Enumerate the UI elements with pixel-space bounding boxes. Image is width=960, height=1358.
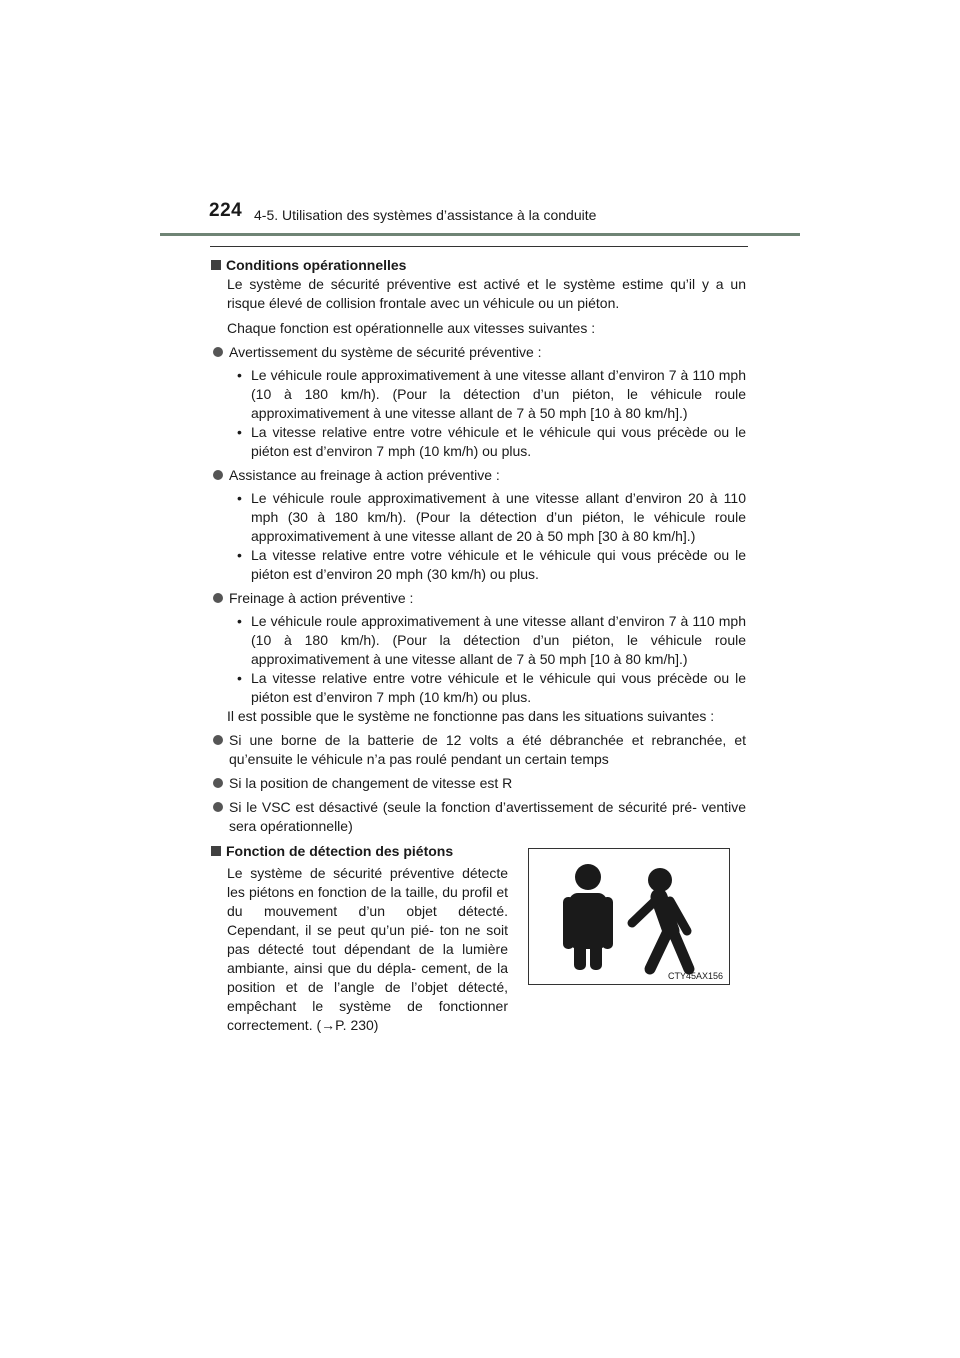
round-bullet-icon	[213, 802, 223, 812]
sub-item: • Le véhicule roule approximativement à une vitesse allant d’environ 20 à 110 mph (30 à 180 km/h). (Pour la détection d’un piéton, le véhicule roule approximativement à une vitesse allant de 20 à 50 mph [30 à 80 km/h].)	[237, 490, 746, 544]
sub-item: • La vitesse relative entre votre véhicule et le véhicule qui vous précède ou le piéton est d’environ 20 mph (30 km/h) ou plus.	[237, 547, 746, 582]
function-title: Assistance au freinage à action préventive :	[229, 467, 500, 483]
round-bullet-icon	[213, 470, 223, 480]
page-number: 224	[209, 200, 243, 221]
walking-person-icon	[632, 868, 689, 969]
standing-person-icon	[563, 864, 613, 970]
pedestrian-illustration	[529, 849, 729, 984]
round-bullet-icon	[213, 347, 223, 357]
round-bullet-icon	[213, 778, 223, 788]
speeds-intro: Chaque fonction est opérationnelle aux vitesses suivantes :	[227, 320, 596, 336]
square-bullet-icon	[211, 846, 221, 856]
pedestrian-figure	[528, 848, 730, 985]
pedestrian-heading: Fonction de détection des piétons	[211, 842, 746, 861]
function-title: Freinage à action préventive :	[229, 590, 414, 606]
sub-item: • Le véhicule roule approximativement à une vitesse allant d’environ 7 à 110 mph (10 à 180 km/h). (Pour la détection d’un piéton, le véhicule roule approximativement à une vitesse allant de 7 à 50 mph [10 à 80 km/h].)	[237, 367, 746, 421]
conditions-intro: Le système de sécurité préventive est activé et le système estime qu’il y a un risque élevé de collision frontale avec un véhicule ou un piéton.	[227, 276, 746, 311]
sub-item: • La vitesse relative entre votre véhicule et le véhicule qui vous précède ou le piéton est d’environ 7 mph (10 km/h) ou plus.	[237, 670, 746, 705]
not-working-item: Si une borne de la batterie de 12 volts a été débranchée et rebranchée, et qu’ensuite le véhicule n’a pas roulé pendant un certain temps	[211, 731, 746, 769]
content-rule	[210, 246, 748, 247]
not-working-item: Si la position de changement de vitesse est R	[211, 774, 746, 793]
section-title: 4-5. Utilisation des systèmes d’assistance à la conduite	[254, 207, 597, 223]
function-item	[211, 343, 746, 362]
function-item	[211, 589, 746, 608]
header-rule	[160, 233, 800, 236]
round-bullet-icon	[213, 593, 223, 603]
figure-code: CTY45AX156	[667, 971, 723, 981]
not-working-intro: Il est possible que le système ne fonctionne pas dans les situations suivantes :	[227, 708, 715, 724]
sub-item: • La vitesse relative entre votre véhicule et le véhicule qui vous précède ou le piéton est d’environ 7 mph (10 km/h) ou plus.	[237, 424, 746, 459]
conditions-heading: Conditions opérationnelles	[211, 256, 746, 275]
function-title: Avertissement du système de sécurité préventive :	[229, 344, 542, 360]
square-bullet-icon	[211, 260, 221, 270]
function-item	[211, 466, 746, 485]
pedestrian-text: Le système de sécurité préventive détecte les piétons en fonction de la taille, du profil et du mouvement d’un objet détecté. Cependant, il se peut qu’un pié- ton ne soit pas détecté tout dépendant de la lumière ambiante, ainsi que du dépla- cement, de la position et de l’angle de l’objet détecté, empêchant le système de fonctionner correctement. (→P. 230)	[227, 865, 508, 1033]
round-bullet-icon	[213, 735, 223, 745]
not-working-item: Si le VSC est désactivé (seule la fonction d’avertissement de sécurité pré- ventive sera opérationnelle)	[211, 798, 746, 836]
sub-item: • Le véhicule roule approximativement à une vitesse allant d’environ 7 à 110 mph (10 à 180 km/h). (Pour la détection d’un piéton, le véhicule roule approximativement à une vitesse allant de 7 à 50 mph [10 à 80 km/h].)	[237, 613, 746, 667]
